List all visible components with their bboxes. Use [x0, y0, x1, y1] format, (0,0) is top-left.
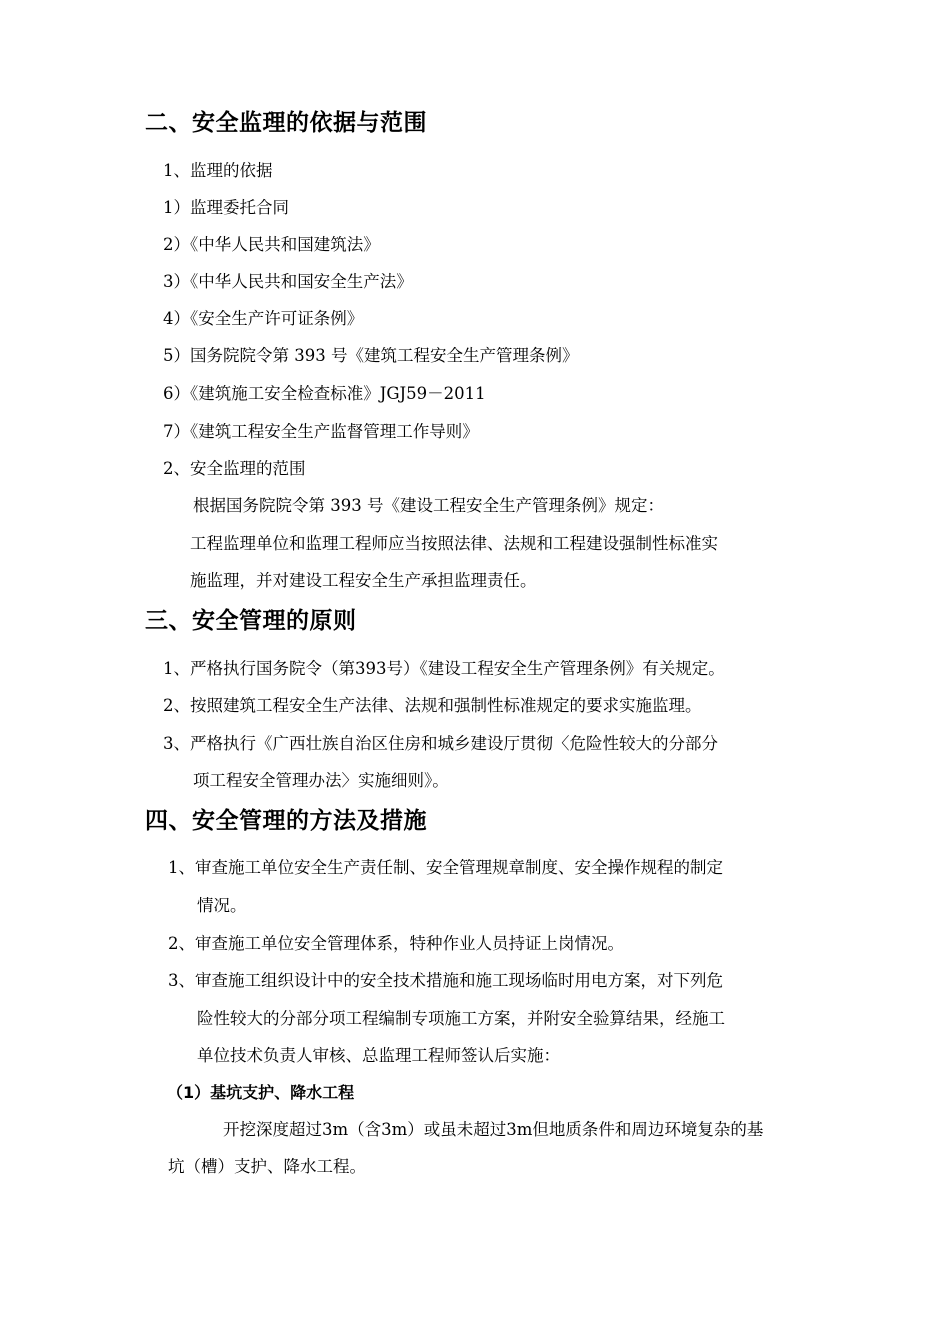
scope-intro: 根据国务院院令第 393 号《建设工程安全生产管理条例》规定： [193, 496, 664, 515]
basis-item-1: 1）监理委托合同 [163, 198, 289, 217]
basis-item-5: 5）国务院院令第 393 号《建筑工程安全生产管理条例》 [163, 346, 579, 365]
method-2: 2、审查施工单位安全管理体系，特种作业人员持证上岗情况。 [168, 934, 624, 953]
subsection-1-line-1: 开挖深度超过3m（含3m）或虽未超过3m但地质条件和周边环境复杂的基 [223, 1120, 764, 1139]
scope-line-2: 施监理，并对建设工程安全生产承担监理责任。 [190, 571, 537, 590]
scope-line-1: 工程监理单位和监理工程师应当按照法律、法规和工程建设强制性标准实 [190, 534, 718, 553]
method-1-line-1: 1、审查施工单位安全生产责任制、安全管理规章制度、安全操作规程的制定 [168, 858, 723, 877]
subsection-1-line-2: 坑（槽）支护、降水工程。 [168, 1157, 366, 1176]
method-1-line-2: 情况。 [197, 896, 247, 915]
principle-3-line-2: 项工程安全管理办法〉实施细则》。 [193, 771, 449, 790]
principle-1: 1、严格执行国务院令（第393号）《建设工程安全生产管理条例》有关规定。 [163, 659, 725, 678]
basis-item-3: 3）《中华人民共和国安全生产法》 [163, 272, 413, 291]
principle-3-line-1: 3、严格执行《广西壮族自治区住房和城乡建设厅贯彻〈危险性较大的分部分 [163, 734, 718, 753]
subsection-1-title: （1）基坑支护、降水工程 [167, 1083, 355, 1102]
section3-heading: 三、安全管理的原则 [145, 608, 357, 634]
section2-heading: 二、安全监理的依据与范围 [145, 110, 427, 136]
section2-item2: 2、安全监理的范围 [163, 459, 306, 478]
method-3-line-1: 3、审查施工组织设计中的安全技术措施和施工现场临时用电方案，对下列危 [168, 971, 723, 990]
method-3-line-2: 险性较大的分部分项工程编制专项施工方案，并附安全验算结果，经施工 [197, 1009, 725, 1028]
method-3-line-3: 单位技术负责人审核、总监理工程师签认后实施： [197, 1046, 560, 1065]
basis-item-6: 6）《建筑施工安全检查标准》JGJ59－2011 [163, 384, 486, 403]
basis-item-7: 7）《建筑工程安全生产监督管理工作导则》 [163, 422, 479, 441]
basis-item-2: 2）《中华人民共和国建筑法》 [163, 235, 380, 254]
basis-item-4: 4）《安全生产许可证条例》 [163, 309, 364, 328]
section2-item1: 1、监理的依据 [163, 161, 273, 180]
section4-heading: 四、安全管理的方法及措施 [145, 808, 427, 834]
principle-2: 2、按照建筑工程安全生产法律、法规和强制性标准规定的要求实施监理。 [163, 696, 702, 715]
